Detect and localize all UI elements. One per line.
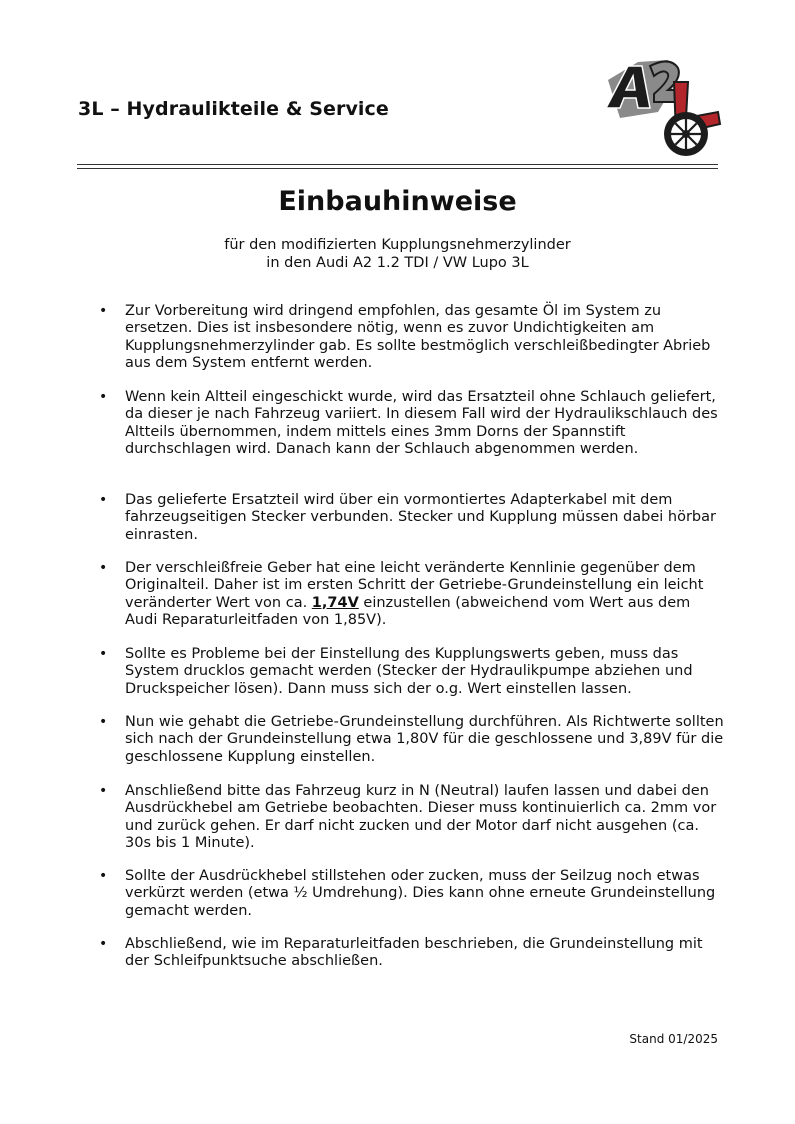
- bullet-marker: •: [99, 868, 108, 884]
- bullet-marker: •: [99, 492, 108, 508]
- bullet-marker: •: [99, 714, 108, 730]
- header-divider-bottom: [77, 168, 718, 169]
- list-item-text: Nun wie gehabt die Getriebe-Grundeinstellung durchführen. Als Richtwerte sollten sich nach der Grundeinstellung etwa 1,80V für die geschlossene und 3,89V für die geschlossene Kupplung einstellen.: [125, 714, 724, 765]
- bullet-marker: •: [99, 646, 108, 662]
- header-divider-top: [77, 164, 718, 165]
- list-item-text: Wenn kein Altteil eingeschickt wurde, wird das Ersatzteil ohne Schlauch geliefert, da dieser je nach Fahrzeug variiert. In diesem Fall wird der Hydraulikschlauch des Altteils übernommen, indem mittels eines 3mm Dorns der Spannstift durchschlagen wird. Danach kann der Schlauch abgenommen werden.: [125, 389, 718, 457]
- target-voltage-value: 1,74V: [311, 594, 359, 611]
- list-item-text-after: einzustellen (abweichend vom Wert aus dem Audi Reparaturleitfaden von 1,85V).: [125, 594, 691, 628]
- bullet-marker: •: [99, 560, 108, 576]
- bullet-marker: •: [99, 936, 108, 952]
- bullet-marker: •: [99, 303, 108, 319]
- subtitle-line-1: für den modifizierten Kupplungsnehmerzylinder: [224, 237, 571, 253]
- document-date: Stand 01/2025: [629, 1032, 718, 1046]
- list-item-text: Zur Vorbereitung wird dringend empfohlen, das gesamte Öl im System zu ersetzen. Dies ist insbesondere nötig, wenn es zuvor Undichtigkeiten am Kupplungsnehmerzylinder gab. Es sollte bestmöglich verschleißbedingter Abrieb aus dem System entfernt werden.: [125, 303, 711, 371]
- list-item-text: Das gelieferte Ersatzteil wird über ein vormontiertes Adapterkabel mit dem fahrzeugseitigen Stecker verbunden. Stecker und Kupplung müssen dabei hörbar einrasten.: [125, 492, 716, 543]
- a2l-logo: [598, 52, 726, 158]
- company-title: 3L – Hydraulikteile & Service: [78, 98, 389, 120]
- subtitle-line-2: in den Audi A2 1.2 TDI / VW Lupo 3L: [266, 255, 529, 271]
- bullet-marker: •: [99, 783, 108, 799]
- document-title: Einbauhinweise: [278, 186, 517, 217]
- list-item-text: Abschließend, wie im Reparaturleitfaden beschrieben, die Grundeinstellung mit der Schleifpunktsuche abschließen.: [125, 936, 703, 970]
- document-subtitle: [0, 236, 795, 272]
- list-item-text: Anschließend bitte das Fahrzeug kurz in N (Neutral) laufen lassen und dabei den Ausdrückhebel am Getriebe beobachten. Dieser muss kontinuierlich ca. 2mm vor und zurück gehen. Er darf nicht zucken und der Motor darf nicht ausgehen (ca. 30s bis 1 Minute).: [125, 783, 717, 851]
- list-item-text: Sollte es Probleme bei der Einstellung des Kupplungswerts geben, muss das System drucklos gemacht werden (Stecker der Hydraulikpumpe abziehen und Druckspeicher lösen). Dann muss sich der o.g. Wert einstellen lassen.: [125, 646, 693, 697]
- list-item-text: Sollte der Ausdrückhebel stillstehen oder zucken, muss der Seilzug noch etwas verkürzt werden (etwa ½ Umdrehung). Dies kann ohne erneute Grundeinstellung gemacht werden.: [125, 868, 716, 919]
- bullet-marker: •: [99, 389, 108, 405]
- list-item-text-before: Der verschleißfreie Geber hat eine leicht veränderte Kennlinie gegenüber dem Originalteil. Daher ist im ersten Schritt der Getriebe-Grundeinstellung ein leicht veränderter Wert von ca.: [125, 560, 704, 611]
- list-item-text: [125, 560, 725, 629]
